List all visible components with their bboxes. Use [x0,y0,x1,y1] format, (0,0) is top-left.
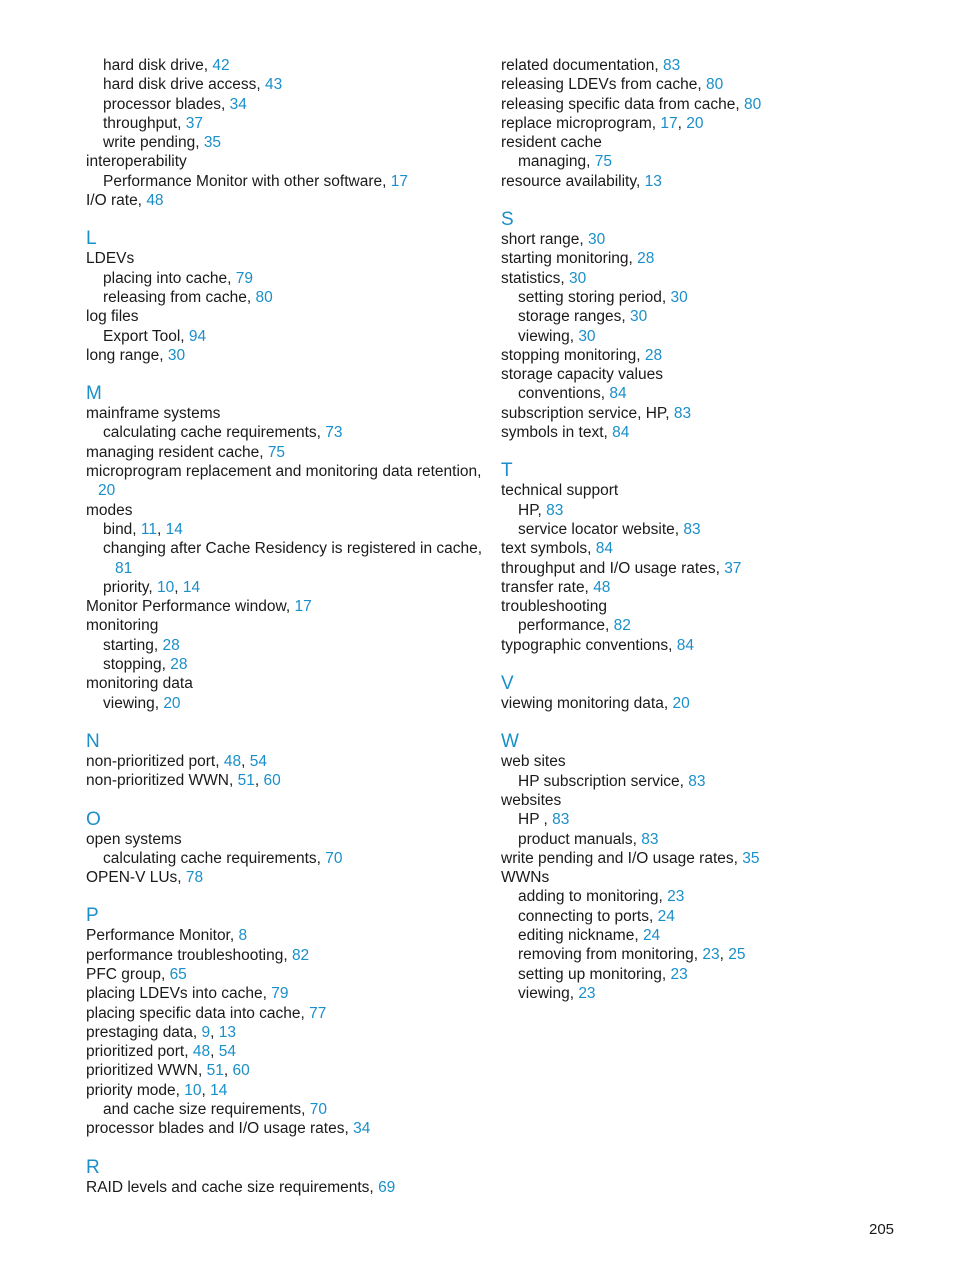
entry-term: HP subscription service, [518,772,689,790]
page-link[interactable]: 17 [294,598,312,616]
index-entry [86,152,486,171]
entry-term: placing LDEVs into cache, [86,985,272,1003]
entry-term: calculating cache requirements, [103,424,326,442]
page-link[interactable]: 70 [309,1101,328,1119]
index-subentry [86,694,486,713]
entry-term: changing after Cache Residency is registered in cache, [103,540,483,558]
index-entry [86,597,486,616]
page-link[interactable]: 20 [686,114,704,132]
index-subentry [501,887,921,906]
index-subentry [501,520,921,539]
index-letter-heading: W [501,731,519,753]
entry-term: processor blades, [103,95,230,113]
entry-term: hard disk drive, [103,57,213,74]
index-letter-heading: S [501,209,514,231]
page-link[interactable]: 11 [140,520,158,538]
entry-term: OPEN-V LUs, [86,869,186,887]
page-link[interactable]: 48 [146,192,164,210]
index-entry [501,95,921,114]
entry-term: placing specific data into cache, [86,1004,310,1022]
index-subentry [86,849,486,868]
index-subentry [501,965,921,984]
page-link[interactable]: 48 [192,1043,211,1061]
page-link[interactable]: 82 [291,946,310,964]
entry-term: placing into cache, [103,269,236,287]
entry-term: performance troubleshooting, [86,946,292,964]
index-letter-heading: L [86,228,97,250]
index-entry [501,694,921,713]
page-link[interactable]: 84 [609,385,627,403]
page-link[interactable]: 48 [593,578,611,596]
entry-term: priority mode, [86,1081,185,1099]
page-link[interactable]: 77 [309,1004,327,1022]
entry-term: viewing, [518,984,579,1002]
index-subentry [86,269,486,288]
page-link[interactable]: 8 [238,927,248,945]
entry-term: viewing, [103,694,164,712]
index-subentry [86,539,486,558]
entry-term: setting up monitoring, [518,965,671,983]
page-link[interactable]: 23 [670,965,688,983]
index-entry [501,578,921,597]
entry-term: LDEVs [86,250,135,268]
page-link[interactable]: 51 [206,1062,224,1080]
page-link[interactable]: 28 [162,636,180,654]
index-entry: prestaging data, 9, 13 [86,1023,236,1041]
page-link[interactable]: 84 [676,636,695,654]
entry-term: product manuals, [518,830,642,848]
index-entry [86,501,486,520]
entry-term: priority, [103,578,157,596]
entry-term: prioritized port, [86,1043,193,1061]
index-subentry [501,307,921,326]
index-entry [86,249,486,268]
page-link[interactable]: 83 [546,501,564,519]
page-link[interactable]: 30 [670,288,688,306]
page-link[interactable]: 13 [218,1023,236,1041]
entry-term: interoperability [86,153,187,171]
index-entry [86,965,486,984]
index-entry [86,946,486,965]
entry-term: I/O rate, [86,192,147,210]
entry-term: non-prioritized WWN, [86,772,238,790]
index-entry [86,307,486,326]
entry-term: bind, [103,520,141,538]
index-subentry [86,1100,486,1119]
entry-term: stopping, [103,656,171,674]
page-link[interactable]: 80 [255,288,273,306]
entry-term: technical support [501,482,619,500]
entry-term: monitoring [86,617,159,635]
page-link[interactable]: 83 [641,830,659,848]
index-subentry [501,616,921,635]
index-entry [86,443,486,462]
entry-term: RAID levels and cache size requirements, [86,1178,379,1196]
entry-term: HP, [518,501,547,519]
entry-term: calculating cache requirements, [103,849,326,867]
entry-term: service locator website, [518,520,684,538]
index-entry [86,830,486,849]
index-entry [501,230,921,249]
index-entry [501,75,921,94]
entry-term: releasing specific data from cache, [501,95,744,113]
page-link[interactable]: 9 [201,1023,211,1041]
index-subentry [501,830,921,849]
page-link[interactable]: 83 [663,57,681,74]
page-link[interactable]: 48 [223,752,242,770]
index-entry [501,404,921,423]
page-link[interactable]: 35 [742,849,760,867]
page-link[interactable]: 10 [156,578,175,596]
entry-term: managing, [518,153,595,171]
index-entry [86,346,486,365]
page-link[interactable]: 79 [235,269,253,287]
index-entry [501,423,921,442]
page-link[interactable]: 20 [672,695,690,713]
index-subentry [501,907,921,926]
page-link[interactable]: 65 [169,965,187,983]
entry-term: starting, [103,636,163,654]
index-entry [501,791,921,810]
page-link[interactable]: 51 [237,772,255,790]
index-entry: priority mode, 10, 14 [86,1081,228,1099]
entry-term: starting monitoring, [501,250,638,268]
entry-term: non-prioritized port, [86,752,224,770]
index-subentry [501,327,921,346]
index-entry [501,868,921,887]
index-subentry [501,501,921,520]
entry-term: text symbols, [501,540,596,558]
index-entry [86,1119,486,1138]
page-link[interactable]: 30 [578,327,596,345]
entry-term: microprogram replacement and monitoring data retention, [86,463,482,481]
page-link[interactable]: 23 [667,888,685,906]
entry-term: write pending, [103,134,204,152]
page-link[interactable]: 13 [644,172,662,190]
page-link[interactable]: 54 [249,752,267,770]
page-link[interactable]: 20 [98,482,116,500]
index-entry [501,269,921,288]
entry-term: adding to monitoring, [518,888,668,906]
index-entry [501,249,921,268]
page-link[interactable]: 84 [595,540,613,558]
entry-term: related documentation, [501,57,663,74]
entry-term: throughput, [103,114,186,132]
index-entry [86,674,486,693]
index-entry [501,559,921,578]
index-entry [501,597,921,616]
index-entry [86,868,486,887]
index-subentry [86,327,486,346]
entry-term: troubleshooting [501,598,607,616]
page-link[interactable]: 28 [644,346,663,364]
page-link[interactable]: 42 [212,57,230,74]
entry-term: and cache size requirements, [103,1101,310,1119]
index-subentry [86,423,486,442]
index-subentry: priority, 10, 14 [103,578,201,596]
page-number: 205 [869,1221,895,1238]
index-letter-heading: R [86,1156,100,1178]
index-letter-heading: M [86,383,102,405]
entry-term: write pending and I/O usage rates, [501,849,743,867]
entry-term: resource availability, [501,172,645,190]
index-letter-heading: T [501,460,513,482]
page-link[interactable]: 34 [229,95,247,113]
page-link[interactable]: 54 [218,1043,236,1061]
page-link[interactable]: 10 [184,1081,202,1099]
index-subentry [86,75,486,94]
index-entry [501,539,921,558]
page-link[interactable]: 37 [185,114,203,132]
entry-term: editing nickname, [518,926,643,944]
index-entry: replace microprogram, 17, 20 [501,114,704,132]
page-link[interactable]: 43 [264,76,283,94]
entry-term: throughput and I/O usage rates, [501,559,725,577]
page-link[interactable]: 24 [657,907,675,925]
index-letter-heading: V [501,673,514,695]
index-entry [86,1178,486,1197]
page-link[interactable]: 81 [115,559,133,577]
entry-term: statistics, [501,269,570,287]
page-link[interactable]: 83 [688,772,706,790]
page-link[interactable]: 75 [594,153,612,171]
page-link[interactable]: 83 [683,520,701,538]
entry-term: Performance Monitor, [86,927,239,945]
page-link[interactable]: 14 [210,1081,228,1099]
entry-term: performance, [518,617,614,635]
index-entry: non-prioritized WWN, 51, 60 [86,772,281,790]
index-entry: prioritized WWN, 51, 60 [86,1062,250,1080]
index-entry [86,616,486,635]
index-entry [501,752,921,771]
page-link[interactable]: 73 [325,424,343,442]
entry-term: Performance Monitor with other software, [103,172,391,190]
index-subentry [501,810,921,829]
entry-term: prestaging data, [86,1023,202,1041]
page-link[interactable]: 84 [612,424,630,442]
entry-term: long range, [86,346,168,364]
page-link[interactable]: 30 [588,231,606,249]
page-link[interactable]: 35 [203,134,222,152]
entry-term: monitoring data [86,675,193,693]
entry-term: removing from monitoring, [518,946,703,964]
index-subentry [86,636,486,655]
index-subentry [501,984,921,1003]
index-subentry [86,56,486,75]
index-subentry: bind, 11, 14 [103,520,183,538]
entry-term: releasing LDEVs from cache, [501,76,707,94]
page-link[interactable]: 30 [630,308,648,326]
index-subentry [86,95,486,114]
entry-term: PFC group, [86,965,170,983]
page-link[interactable]: 34 [353,1120,371,1138]
entry-term: web sites [501,753,566,771]
entry-continuation [86,481,486,500]
index-subentry [86,288,486,307]
page-link[interactable]: 94 [188,327,207,345]
index-entry: non-prioritized port, 48, 54 [86,752,267,770]
index-subentry [501,288,921,307]
page-link[interactable]: 17 [660,114,678,132]
entry-term: storage ranges, [518,308,631,326]
entry-term: conventions, [518,385,610,403]
page-link[interactable]: 83 [673,404,692,422]
entry-term: transfer rate, [501,578,594,596]
entry-term: prioritized WWN, [86,1062,207,1080]
page-link[interactable]: 28 [637,250,655,268]
page-link[interactable]: 28 [170,656,188,674]
page-link[interactable]: 23 [702,946,720,964]
page-link[interactable]: 60 [232,1062,250,1080]
index-subentry [86,655,486,674]
entry-term: hard disk drive access, [103,76,265,94]
index-entry [501,481,921,500]
entry-term: connecting to ports, [518,907,658,925]
page-link[interactable]: 60 [263,772,281,790]
entry-continuation [86,559,486,578]
page-link[interactable]: 80 [706,76,724,94]
entry-term: short range, [501,231,589,249]
page-link[interactable]: 23 [578,984,596,1002]
index-entry [501,56,921,75]
entry-term: stopping monitoring, [501,346,645,364]
page-link[interactable]: 17 [390,172,408,190]
entry-term: modes [86,501,133,519]
page-link[interactable]: 79 [271,985,289,1003]
page-link[interactable]: 83 [552,811,570,829]
entry-term: websites [501,791,562,809]
index-letter-heading: O [86,808,101,830]
page-link[interactable]: 80 [743,95,762,113]
page-link[interactable]: 37 [724,559,742,577]
page-link[interactable]: 78 [185,869,204,887]
index-entry [501,172,921,191]
index-entry [86,404,486,423]
entry-term: Export Tool, [103,327,189,345]
entry-term: viewing, [518,327,579,345]
index-entry [86,1004,486,1023]
index-subentry [501,926,921,945]
page-link[interactable]: 24 [642,926,661,944]
entry-term: releasing from cache, [103,288,256,306]
page-link[interactable]: 75 [267,443,286,461]
index-subentry [501,152,921,171]
index-column-right [501,56,921,1003]
page-link[interactable]: 25 [728,946,746,964]
entry-term: Monitor Performance window, [86,598,295,616]
entry-term: processor blades and I/O usage rates, [86,1120,354,1138]
entry-term: typographic conventions, [501,636,677,654]
page-link[interactable]: 69 [378,1178,396,1196]
index-subentry [86,172,486,191]
index-entry [501,346,921,365]
entry-term: replace microprogram, [501,114,661,132]
index-subentry [501,772,921,791]
index-entry [501,636,921,655]
index-entry [86,984,486,1003]
index-entry [501,133,921,152]
index-entry [86,926,486,945]
entry-term: log files [86,308,139,326]
entry-term: HP , [518,811,553,829]
index-entry [501,365,921,384]
entry-term: open systems [86,830,182,848]
page-link[interactable]: 70 [325,849,343,867]
index-subentry [86,133,486,152]
page-link[interactable]: 82 [613,617,631,635]
entry-term: setting storing period, [518,288,671,306]
index-entry [86,191,486,210]
index-subentry [86,114,486,133]
page-link[interactable]: 30 [569,269,587,287]
index-subentry: removing from monitoring, 23, 25 [518,946,746,964]
entry-term: subscription service, HP, [501,404,674,422]
page-link[interactable]: 30 [167,346,186,364]
page-link[interactable]: 20 [163,694,181,712]
entry-term: WWNs [501,869,550,887]
page-link[interactable]: 14 [182,578,201,596]
entry-term: managing resident cache, [86,443,268,461]
entry-term: mainframe systems [86,405,221,423]
entry-term: storage capacity values [501,366,663,384]
index-column-left [86,56,486,1197]
index-letter-heading: N [86,730,100,752]
entry-term: symbols in text, [501,424,613,442]
entry-term: resident cache [501,134,602,152]
index-subentry [501,384,921,403]
page-link[interactable]: 14 [165,520,183,538]
index-letter-heading: P [86,905,99,927]
index-entry [501,849,921,868]
index-entry [86,462,486,481]
index-entry: prioritized port, 48, 54 [86,1043,236,1061]
entry-term: viewing monitoring data, [501,695,673,713]
